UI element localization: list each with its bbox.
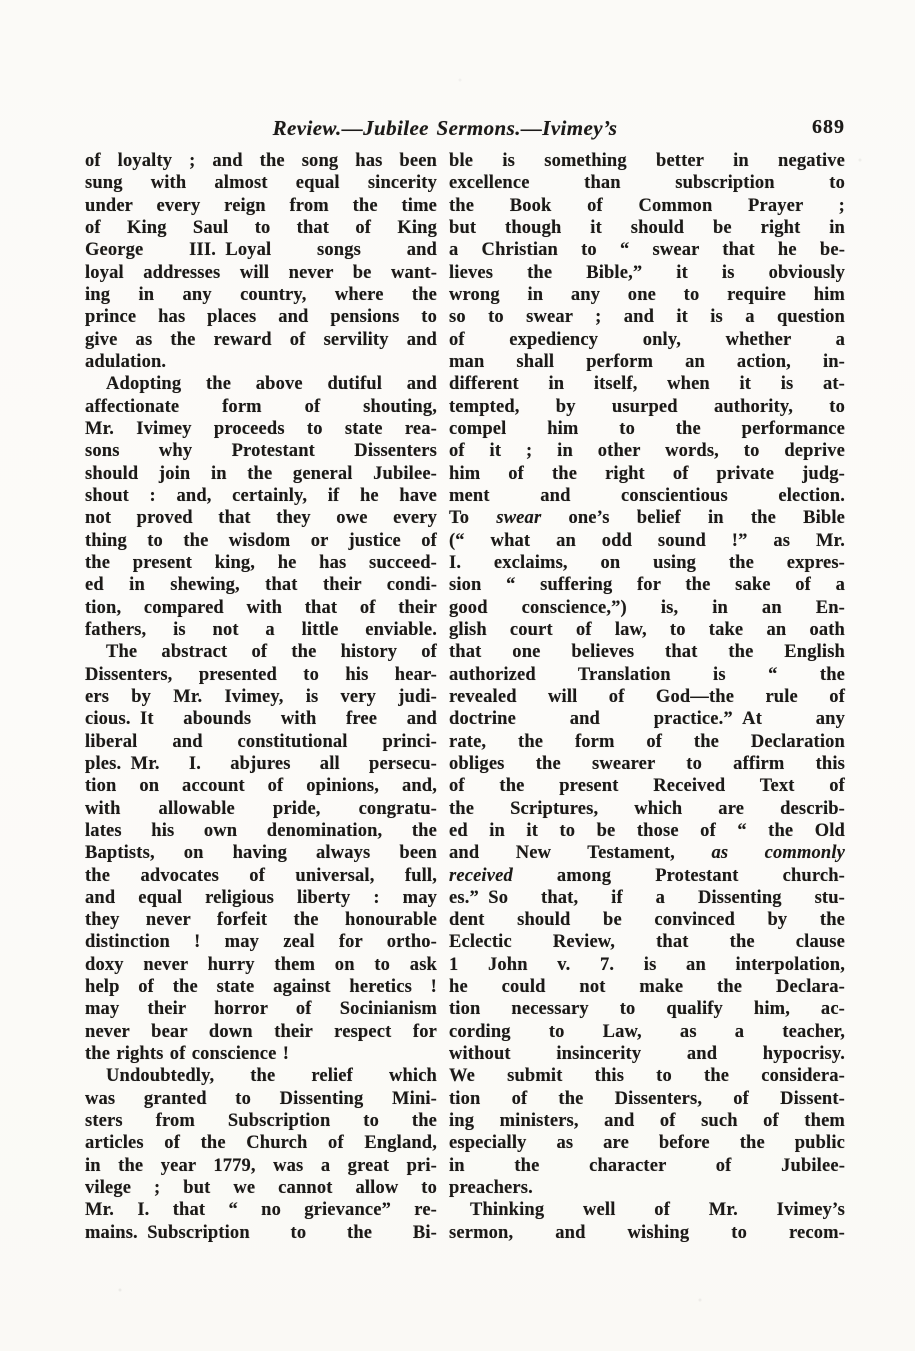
text-line: ples. Mr. I. abjures all persecu- <box>85 753 437 774</box>
text-line: The abstract of the history of <box>106 642 437 663</box>
text-line: prince has places and pensions to <box>85 307 437 328</box>
text-line: and New Testament, as commonly <box>449 843 845 864</box>
text-line: the advocates of universal, full, <box>85 865 437 886</box>
text-line: lates his own denomination, the <box>85 820 437 841</box>
page-number: 689 <box>812 116 845 138</box>
text-line: liberal and constitutional princi- <box>85 731 437 752</box>
text-line: loyal addresses will never be want- <box>85 262 437 283</box>
text-line: doctrine and practice.” At any <box>449 709 845 730</box>
text-line: cording to Law, as a teacher, <box>449 1021 845 1042</box>
text-line: a Christian to “ swear that he be- <box>449 240 845 261</box>
text-line: of the present Received Text of <box>449 776 845 797</box>
text-line: and equal religious liberty : may <box>85 887 437 908</box>
text-line: I. exclaims, on using the expres- <box>449 552 845 573</box>
left-column <box>85 150 437 1244</box>
text-line: Mr. Ivimey proceeds to state rea- <box>85 418 437 439</box>
text-line: he could not make the Declara- <box>449 977 845 998</box>
text-line: not proved that they owe every <box>85 508 437 529</box>
text-line: authorized Translation is “ the <box>449 664 845 685</box>
text-line: should join in the general Jubilee- <box>85 463 437 484</box>
text-line: thing to the wisdom or justice of <box>85 530 437 551</box>
text-line: in the year 1779, was a great pri- <box>85 1155 437 1176</box>
text-line: sermon, and wishing to recom- <box>449 1222 845 1243</box>
text-line: articles of the Church of England, <box>85 1133 437 1154</box>
text-line: the present king, he has succeed- <box>85 552 437 573</box>
text-line: him of the right of private judg- <box>449 463 845 484</box>
text-line: sons why Protestant Dissenters <box>85 441 437 462</box>
text-line: of it ; in other words, to deprive <box>449 441 845 462</box>
text-line: fathers, is not a little enviable. <box>85 619 437 640</box>
text-line: ing ministers, and of such of them <box>449 1111 845 1132</box>
text-line: glish court of law, to take an oath <box>449 619 845 640</box>
text-line: tion on account of opinions, and, <box>85 776 437 797</box>
text-line: tion of the Dissenters, of Dissent- <box>449 1088 845 1109</box>
text-line: man shall perform an action, in- <box>449 351 845 372</box>
text-line: help of the state against heretics ! <box>85 977 437 998</box>
text-line: in the character of Jubilee- <box>449 1155 845 1176</box>
text-line: Dissenters, presented to his hear- <box>85 664 437 685</box>
text-line: lieves the Bible,” it is obviously <box>449 262 845 283</box>
text-line: George III. Loyal songs and <box>85 240 437 261</box>
text-line: Baptists, on having always been <box>85 843 437 864</box>
text-line: tion, compared with that of their <box>85 597 437 618</box>
text-line: tempted, by usurped authority, to <box>449 396 845 417</box>
text-line: tion necessary to qualify him, ac- <box>449 999 845 1020</box>
text-line: give as the reward of servility and <box>85 329 437 350</box>
text-line: vilege ; but we cannot allow to <box>85 1178 437 1199</box>
text-line: excellence than subscription to <box>449 173 845 194</box>
text-line: especially as are before the public <box>449 1133 845 1154</box>
text-line: obliges the swearer to affirm this <box>449 753 845 774</box>
text-line: compel him to the performance <box>449 418 845 439</box>
text-line: ed in shewing, that their condi- <box>85 575 437 596</box>
text-line: may their horror of Socinianism <box>85 999 437 1020</box>
text-line: ers by Mr. Ivimey, is very judi- <box>85 686 437 707</box>
text-line: never bear down their respect for <box>85 1021 437 1042</box>
text-line: adulation. <box>85 351 167 372</box>
running-title: Review.—Jubilee Sermons.—Ivimey’s <box>272 116 618 140</box>
text-line: distinction ! may zeal for ortho- <box>85 932 437 953</box>
text-line: mains. Subscription to the Bi- <box>85 1222 437 1243</box>
text-line: of expediency only, whether a <box>449 329 845 350</box>
text-line: sters from Subscription to the <box>85 1111 437 1132</box>
text-line: es.” So that, if a Dissenting stu- <box>449 887 845 908</box>
text-line: Eclectic Review, that the clause <box>449 932 845 953</box>
text-line: of loyalty ; and the song has been <box>85 151 437 171</box>
text-line: dent should be convinced by the <box>449 910 845 931</box>
right-column <box>449 150 845 1244</box>
text-line: shout : and, certainly, if he have <box>85 485 437 506</box>
text-line: but though it should be right in <box>449 217 845 238</box>
text-line: the Book of Common Prayer ; <box>449 195 845 216</box>
text-line: ed in it to be those of “ the Old <box>449 820 845 841</box>
text-line: affectionate form of shouting, <box>85 396 437 417</box>
text-line: of King Saul to that of King <box>85 217 437 238</box>
text-line: revealed will of God—the rule of <box>449 686 845 707</box>
text-line: Adopting the above dutiful and <box>106 374 437 395</box>
text-line: Thinking well of Mr. Ivimey’s <box>470 1200 845 1221</box>
text-line: sung with almost equal sincerity <box>85 173 437 194</box>
text-line: under every reign from the time <box>85 195 437 216</box>
text-line: ment and conscientious election. <box>449 485 845 506</box>
text-line: preachers. <box>449 1178 533 1199</box>
text-line: sion “ suffering for the sake of a <box>449 575 845 596</box>
text-line: ble is something better in negative <box>449 151 845 171</box>
text-line: that one believes that the English <box>449 642 845 663</box>
text-line: the rights of conscience ! <box>85 1044 290 1065</box>
text-line: received among Protestant church- <box>449 865 845 886</box>
text-line: wrong in any one to require him <box>449 284 845 305</box>
text-line: so to swear ; and it is a question <box>449 307 845 328</box>
text-line: rate, the form of the Declaration <box>449 731 845 752</box>
text-line: To swear one’s belief in the Bible <box>449 508 845 529</box>
text-line: good conscience,”) is, in an En- <box>449 597 845 618</box>
text-line: the Scriptures, which are describ- <box>449 798 845 819</box>
text-line: Undoubtedly, the relief which <box>106 1066 437 1087</box>
text-line: with allowable pride, congratu- <box>85 798 437 819</box>
text-line: cious. It abounds with free and <box>85 709 437 730</box>
text-line: We submit this to the considera- <box>449 1066 845 1087</box>
text-line: ing in any country, where the <box>85 284 437 305</box>
text-line: (“ what an odd sound !” as Mr. <box>449 530 845 551</box>
text-line: was granted to Dissenting Mini- <box>85 1088 437 1109</box>
text-line: Mr. I. that “ no grievance” re- <box>85 1200 437 1221</box>
text-line: doxy never hurry them on to ask <box>85 954 437 975</box>
text-line: without insincerity and hypocrisy. <box>449 1044 845 1065</box>
page-header <box>0 116 915 146</box>
text-line: different in itself, when it is at- <box>449 374 845 395</box>
text-line: 1 John v. 7. is an interpolation, <box>449 954 845 975</box>
text-line: they never forfeit the honourable <box>85 910 437 931</box>
